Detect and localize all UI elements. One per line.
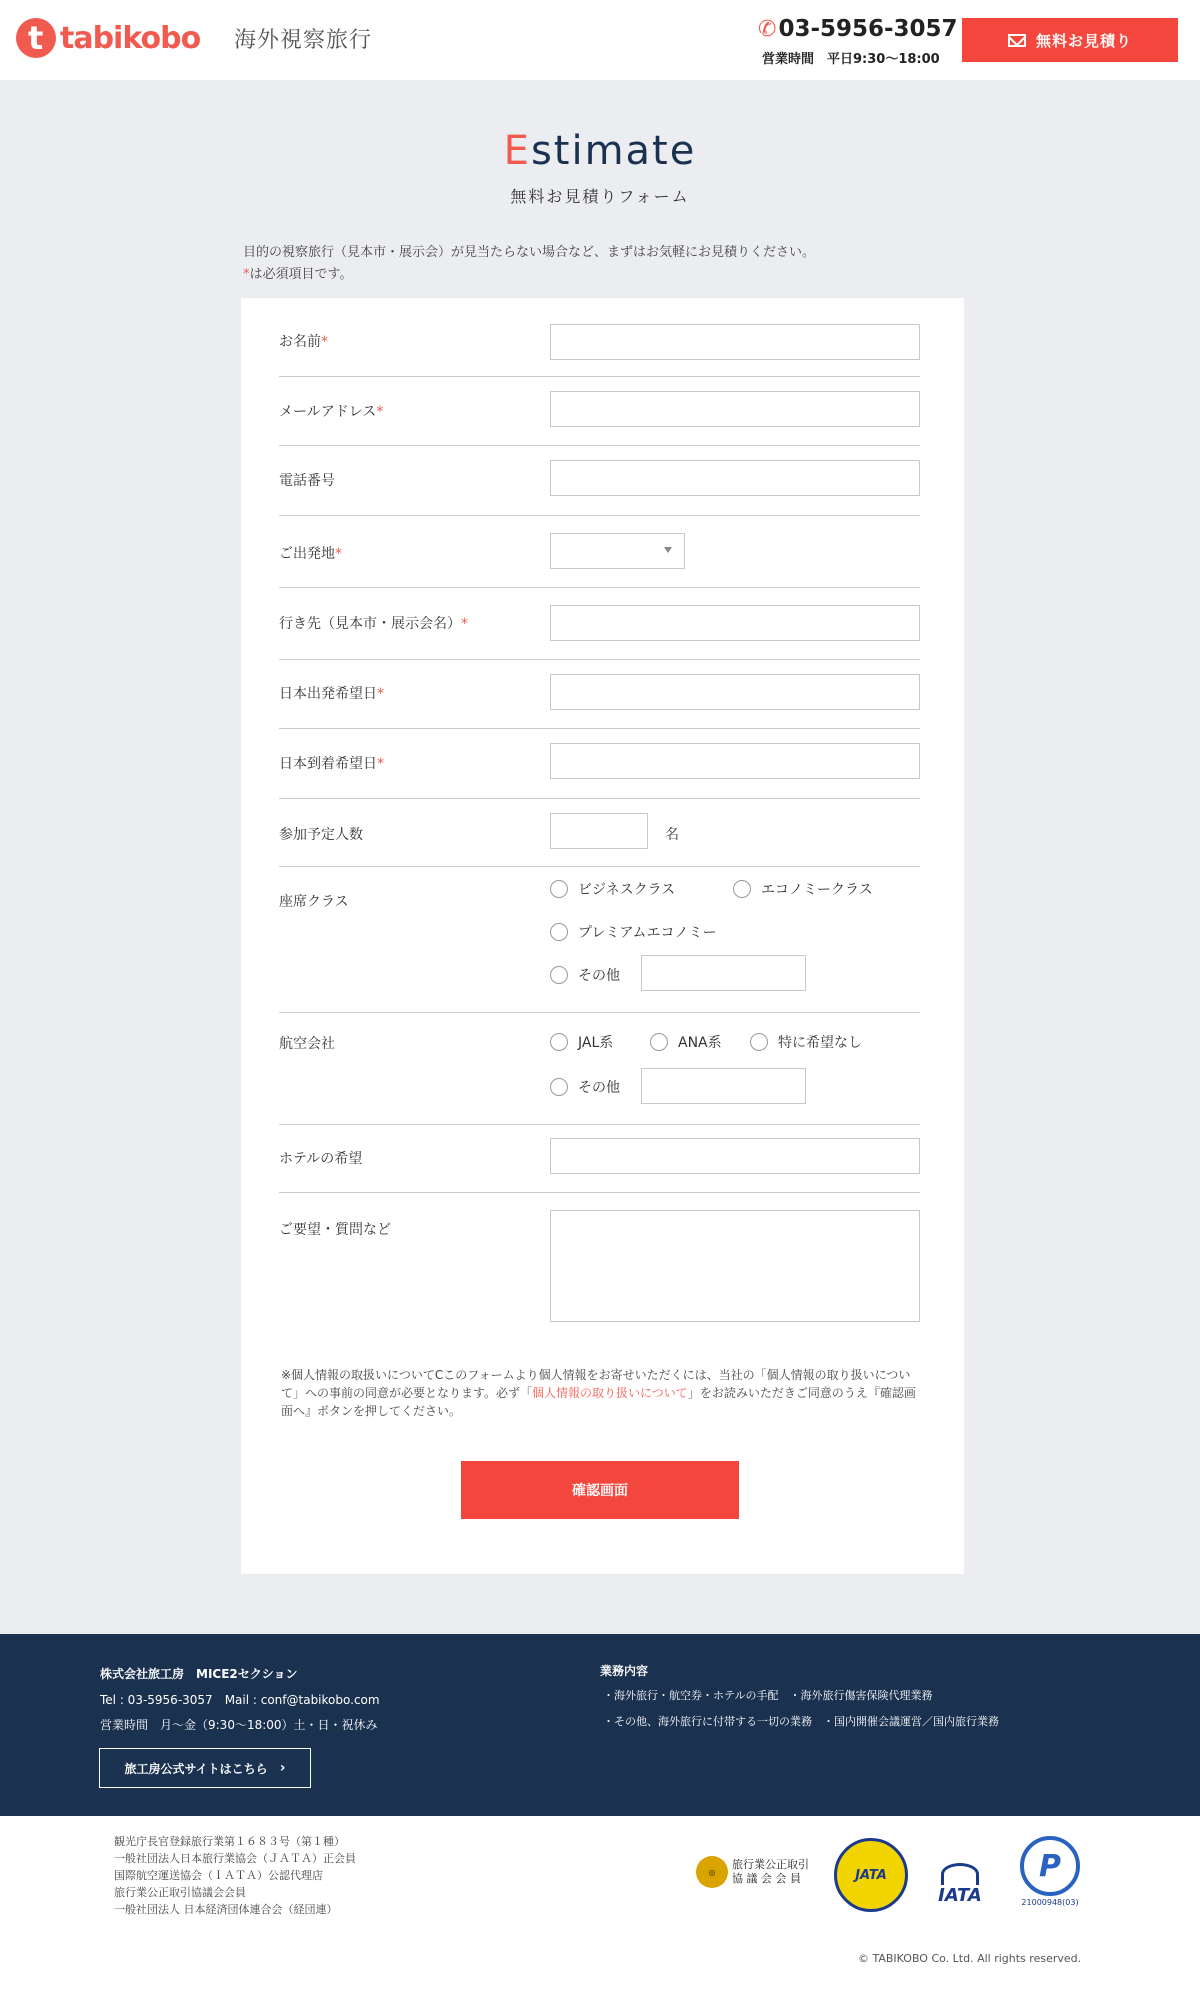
- form-row-requests: [279, 1193, 920, 1323]
- privacy-mark-number: 21000948(03): [1021, 1898, 1079, 1907]
- field-label-arrive-date: [279, 753, 384, 773]
- depart-date-input[interactable]: [550, 674, 920, 710]
- form-row-hotel: [279, 1125, 920, 1193]
- registration-item: 国際航空運送協会（ＩＡＴＡ）公認代理店: [114, 1869, 323, 1882]
- hotel-input[interactable]: [550, 1138, 920, 1174]
- required-mark: *: [377, 686, 384, 702]
- field-label-airline: 航空会社: [279, 1036, 335, 1052]
- label-text: 行き先（見本市・展示会名）: [279, 616, 461, 632]
- form-row-destination: [279, 588, 920, 660]
- airline-option-other[interactable]: [550, 1077, 620, 1097]
- seat-option-premium-economy[interactable]: [550, 922, 716, 942]
- label-text: 日本到着希望日: [279, 756, 377, 772]
- fair-trade-line-1: 旅行業公正取引: [732, 1858, 809, 1871]
- requests-textarea[interactable]: [550, 1210, 920, 1322]
- form-row-email: [279, 377, 920, 446]
- radio-icon: [550, 1033, 568, 1051]
- field-label-seat-class: 座席クラス: [279, 894, 349, 910]
- logo-mark-icon: [16, 18, 56, 58]
- logo-text: tabikobo: [60, 20, 201, 56]
- iata-badge: [922, 1846, 998, 1906]
- radio-icon: [550, 966, 568, 984]
- tabikobo-logo[interactable]: [16, 18, 200, 58]
- field-label-participants: 参加予定人数: [279, 827, 363, 843]
- radio-label: 特に希望なし: [778, 1035, 862, 1051]
- radio-icon: [650, 1033, 668, 1051]
- seat-option-business[interactable]: [550, 879, 675, 899]
- seat-option-economy[interactable]: [733, 879, 873, 899]
- jata-badge: [834, 1838, 908, 1912]
- participants-input[interactable]: [550, 813, 648, 849]
- registration-item: 一般社団法人 日本経済団体連合会（経団連）: [114, 1903, 338, 1916]
- field-label-hotel: ホテルの希望: [279, 1151, 363, 1167]
- radio-label: エコノミークラス: [761, 882, 873, 898]
- form-row-departure: [279, 516, 920, 588]
- radio-icon: [550, 923, 568, 941]
- site-header: [0, 0, 1200, 80]
- field-label-requests: ご要望・質問など: [279, 1222, 391, 1238]
- radio-label: ANA系: [678, 1035, 722, 1051]
- estimate-form: [241, 298, 964, 1574]
- notice-text: ※個人情報の取扱いについてCこのフォームより個人情報をお寄せいただくには、当社の「個人情報の取り扱いについて」への事前の同意が必要となります。必ず「: [281, 1368, 911, 1400]
- radio-icon: [733, 880, 751, 898]
- header-phone[interactable]: [758, 16, 958, 42]
- title-first-letter: E: [503, 128, 531, 174]
- participants-unit: 名: [665, 827, 679, 843]
- phone-icon: ✆: [758, 17, 777, 42]
- fair-trade-line-2: 協 議 会 会 員: [732, 1872, 801, 1885]
- header-hours: 営業時間 平日9:30〜18:00: [762, 52, 940, 67]
- footer-company: 株式会社旅工房 MICE2セクション: [100, 1667, 298, 1681]
- radio-label: その他: [578, 968, 620, 984]
- business-line-2: ・その他、海外旅行に付帯する一切の業務 ・国内開催会議運営／国内旅行業務: [603, 1715, 999, 1728]
- chevron-right-icon: ›: [279, 1760, 286, 1776]
- page-title: [0, 128, 1200, 174]
- seat-option-other[interactable]: [550, 965, 620, 985]
- seat-other-input[interactable]: [641, 955, 806, 991]
- required-mark: *: [461, 616, 468, 632]
- estimate-button-label: 無料お見積り: [1035, 31, 1132, 50]
- phone-input[interactable]: [550, 460, 920, 496]
- radio-icon: [550, 880, 568, 898]
- form-row-depart-date: [279, 660, 920, 729]
- free-estimate-button[interactable]: [962, 18, 1178, 62]
- field-label-departure: [279, 543, 342, 563]
- intro-required-note: は必須項目です。: [249, 267, 353, 282]
- privacy-mark-badge: [1012, 1836, 1088, 1912]
- jata-label: JATA: [855, 1867, 887, 1883]
- copyright: © TABIKOBO Co. Ltd. All rights reserved.: [858, 1952, 1082, 1965]
- field-label-destination: [279, 613, 468, 633]
- required-mark: *: [376, 404, 384, 420]
- airline-other-input[interactable]: [641, 1068, 806, 1104]
- radio-label: プレミアムエコノミー: [578, 925, 717, 941]
- label-text: ご出発地: [279, 546, 335, 562]
- required-mark: *: [243, 267, 250, 282]
- business-line-1: ・海外旅行・航空券・ホテルの手配 ・海外旅行傷害保険代理業務: [603, 1689, 933, 1702]
- destination-input[interactable]: [550, 605, 920, 641]
- official-site-label: 旅工房公式サイトはこちら: [124, 1761, 268, 1776]
- intro-line-2: [243, 264, 815, 286]
- airline-option-jal[interactable]: [550, 1032, 613, 1052]
- official-site-button[interactable]: [99, 1748, 311, 1788]
- privacy-policy-link[interactable]: 個人情報の取り扱いについて: [532, 1386, 688, 1400]
- form-row-phone: [279, 446, 920, 516]
- fair-trade-text: [732, 1858, 809, 1886]
- airline-option-ana[interactable]: [650, 1032, 722, 1052]
- radio-label: JAL系: [578, 1035, 614, 1051]
- site-footer: [0, 1634, 1200, 1816]
- field-label-email: [279, 401, 383, 421]
- label-text: お名前: [279, 334, 321, 350]
- intro-text: [243, 242, 815, 286]
- required-mark: *: [321, 334, 328, 350]
- form-row-airline: [279, 1013, 920, 1125]
- radio-icon: [550, 1078, 568, 1096]
- field-label-depart-date: [279, 683, 384, 703]
- title-rest: stimate: [530, 128, 697, 174]
- registration-item: 旅行業公正取引協議会会員: [114, 1886, 246, 1899]
- privacy-mark-letter: P: [1039, 1848, 1061, 1884]
- registration-list: [114, 1833, 356, 1918]
- departure-select[interactable]: [550, 533, 685, 569]
- iata-globe-icon: [941, 1863, 979, 1885]
- label-text: メールアドレス: [279, 404, 377, 420]
- name-input[interactable]: [550, 324, 920, 360]
- mail-icon: [1008, 34, 1026, 47]
- phone-number: 03-5956-3057: [778, 16, 958, 42]
- arrive-date-input[interactable]: [550, 743, 920, 779]
- privacy-notice: [281, 1366, 921, 1420]
- fair-trade-emblem-icon: ◎: [696, 1856, 728, 1888]
- page-subtitle: 無料お見積りフォーム: [510, 187, 690, 206]
- site-subtitle: 海外視察旅行: [234, 28, 373, 53]
- field-label-phone: 電話番号: [279, 473, 335, 489]
- form-row-participants: [279, 799, 920, 867]
- email-input[interactable]: [550, 391, 920, 427]
- logo-mark-letter: t: [28, 19, 44, 57]
- chevron-down-icon: [664, 547, 672, 553]
- notice-text-end: 」をお読みいただきご同意のうえ『確認画面へ』ボタンを押してください。: [281, 1386, 916, 1418]
- field-label-name: [279, 331, 328, 351]
- form-row-arrive-date: [279, 729, 920, 799]
- business-title: 業務内容: [600, 1664, 649, 1678]
- footer-hours: 営業時間 月〜金（9:30〜18:00）土・日・祝休み: [100, 1718, 378, 1732]
- label-text: 日本出発希望日: [279, 686, 377, 702]
- registration-item: 観光庁長官登録旅行業第１６８３号（第１種）: [114, 1835, 345, 1848]
- confirm-button[interactable]: 確認画面: [461, 1461, 739, 1519]
- required-mark: *: [377, 756, 384, 772]
- footer-contact: Tel : 03-5956-3057 Mail : conf@tabikobo.com: [100, 1693, 380, 1707]
- radio-label: その他: [578, 1080, 620, 1096]
- footer-bottom: [0, 1816, 1200, 2000]
- fair-trade-badge: [696, 1856, 809, 1888]
- form-row-name: [279, 298, 920, 377]
- intro-line-1: 目的の視察旅行（見本市・展示会）が見当たらない場合など、まずはお気軽にお見積りください。: [243, 245, 816, 260]
- registration-item: 一般社団法人日本旅行業協会（ＪＡＴＡ）正会員: [114, 1852, 356, 1865]
- form-row-seat-class: [279, 867, 920, 1013]
- airline-option-no-preference[interactable]: [750, 1032, 862, 1052]
- iata-label: IATA: [938, 1885, 982, 1906]
- radio-label: ビジネスクラス: [578, 882, 676, 898]
- required-mark: *: [335, 546, 342, 562]
- privacy-mark-icon: [1020, 1836, 1080, 1896]
- radio-icon: [750, 1033, 768, 1051]
